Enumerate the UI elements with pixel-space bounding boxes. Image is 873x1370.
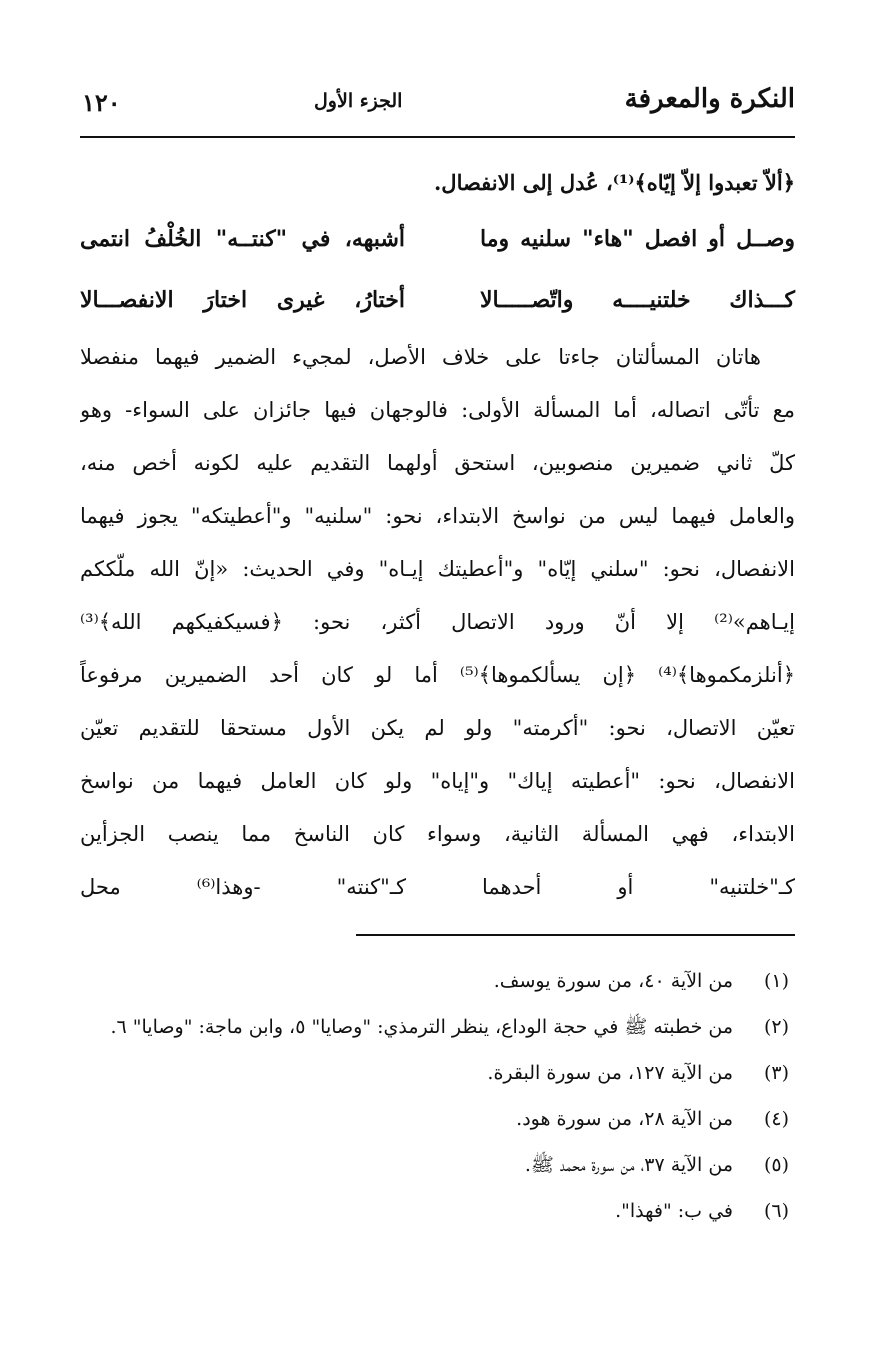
verse-hemistich: وصــل أو افصل "هاء" سلنيه وما <box>480 226 795 252</box>
footnote <box>80 1096 795 1142</box>
footnote <box>80 958 795 1004</box>
footnote-text: من الآية ٣٧، من سورة محمد ﷺ. <box>524 1154 733 1176</box>
footnote-rule <box>356 934 795 936</box>
text-line: كـ"خلتنيه" أو أحدهما كـ"كنته" -وهذا⁽⁶⁾ محل <box>80 875 795 899</box>
footnote-text: من الآية ١٢٧، من سورة البقرة. <box>487 1062 733 1084</box>
footnote-number: (٢) <box>763 1016 789 1038</box>
footnote-text: من الآية ٤٠، من سورة يوسف. <box>493 970 733 992</box>
footnote-text: من الآية ٢٨، من سورة هود. <box>516 1108 733 1130</box>
verse-hemistich: أختارُ، غيرى اختارَ الانفصـــالا <box>80 287 405 313</box>
text-line: كلّ ثاني ضميرين منصوبين، استحق أولهما التقديم عليه لكونه أخص منه، <box>80 451 795 475</box>
text-line: الانفصال، نحو: "أعطيته إياك" و"إياه" ولو كان العامل فيهما من نواسخ <box>80 769 795 793</box>
footnote-number: (١) <box>763 970 789 992</box>
text-line: هاتان المسألتان جاءتا على خلاف الأصل، لمجيء الضمير فيهما منفصلا <box>80 345 761 369</box>
verse-line <box>80 270 795 331</box>
footnote-number: (٤) <box>763 1108 789 1130</box>
footnote-text: في ب: "فهذا". <box>615 1200 733 1222</box>
footnote-text: من خطبته ﷺ في حجة الوداع، ينظر الترمذي: "وصايا" ٥، وابن ماجة: "وصايا" ٦. <box>110 1016 733 1038</box>
part-label: الجزء الأول <box>314 90 403 112</box>
footnote <box>80 1188 795 1234</box>
page-header <box>80 84 795 132</box>
main-text <box>80 156 795 914</box>
text-line: ﴿ألاّ تعبدوا إلاّ إيّاه﴾⁽¹⁾، عُدل إلى الانفصال. <box>434 170 795 195</box>
footnote <box>80 1050 795 1096</box>
text-line: مع تأتّى اتصاله، أما المسألة الأولى: فالوجهان فيها جائزان على السواء- وهو <box>80 398 795 422</box>
text-line: تعيّن الاتصال، نحو: "أكرمته" ولو لم يكن الأول مستحقا للتقديم تعيّن <box>80 716 795 740</box>
footnote-number: (٣) <box>763 1062 789 1084</box>
text-line: والعامل فيهما ليس من نواسخ الابتداء، نحو: "سلنيه" و"أعطيتكه" يجوز فيهما <box>80 504 795 528</box>
footnote-number: (٥) <box>763 1154 789 1176</box>
text-line: الانفصال، نحو: "سلني إيّاه" و"أعطيتك إيـاه" وفي الحديث: «إنّ الله ملّككم <box>80 557 795 581</box>
header-rule <box>80 136 795 138</box>
verse-hemistich: أشبهه، في "كنتــه" الخُلْفُ انتمى <box>80 226 405 252</box>
footnotes <box>80 958 795 1234</box>
text-line: الابتداء، فهي المسألة الثانية، وسواء كان الناسخ مما ينصب الجزأين <box>80 822 795 846</box>
verse-hemistich: كـــذاك خلتنيــــه واتّصـــــالا <box>480 287 795 313</box>
text-line: ﴿أنلزمكموها﴾⁽⁴⁾ ﴿إن يسألكموها﴾⁽⁵⁾ أما لو كان أحد الضميرين مرفوعاً <box>80 663 795 687</box>
text-line: إيـاهم»⁽²⁾ إلا أنّ ورود الاتصال أكثر، نحو: ﴿فسيكفيكهم الله﴾⁽³⁾ <box>80 610 795 634</box>
footnote <box>80 1142 795 1188</box>
footnote-number: (٦) <box>763 1200 789 1222</box>
footnote <box>80 1004 795 1050</box>
chapter-title: النكرة والمعرفة <box>624 84 795 114</box>
verse-line <box>80 209 795 270</box>
page-number: ١٢٠ <box>82 88 121 117</box>
